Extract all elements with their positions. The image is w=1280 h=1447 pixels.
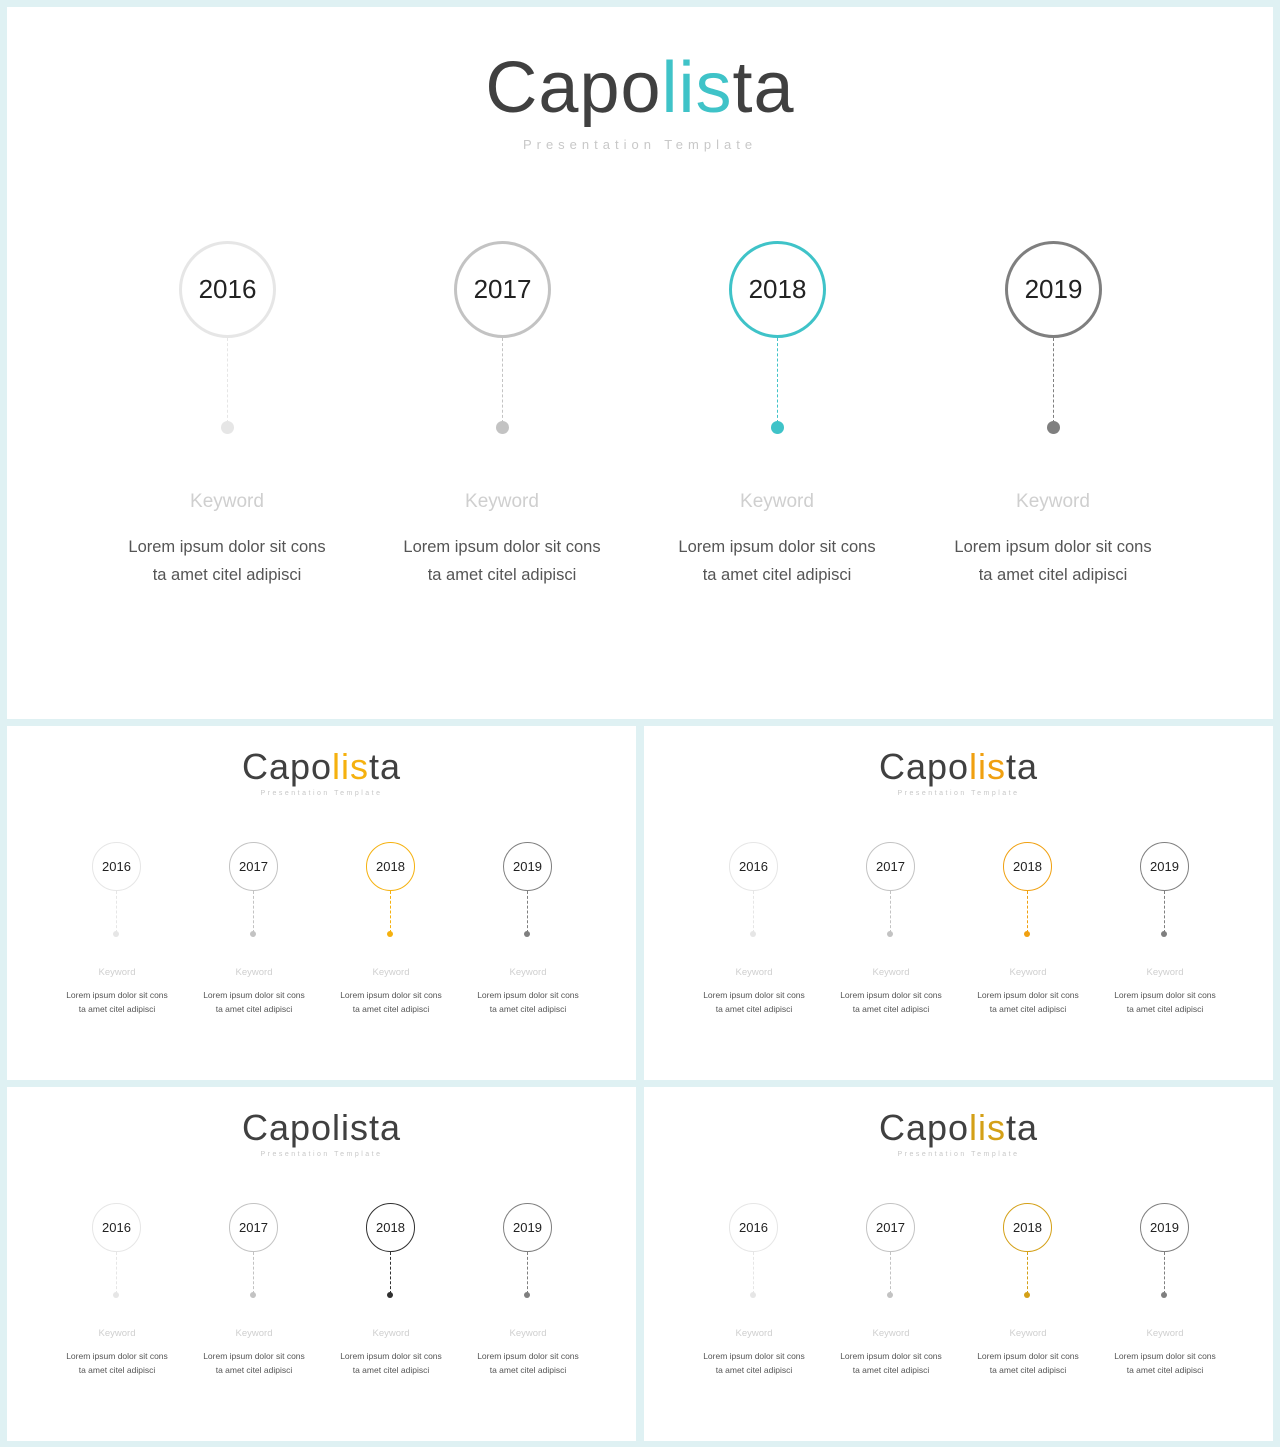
description: Lorem ipsum dolor sit cons ta amet citel adipisci — [840, 990, 942, 1014]
timeline-stem — [777, 338, 778, 423]
slide-subtitle: Presentation Template — [897, 1151, 1020, 1158]
timeline-dot — [524, 931, 530, 937]
year-circle: 2017 — [229, 1203, 278, 1252]
keyword-label: Keyword — [465, 491, 539, 512]
timeline-stem — [753, 891, 754, 933]
timeline-stem — [753, 1252, 754, 1294]
timeline-dot — [113, 931, 119, 937]
description: Lorem ipsum dolor sit cons ta amet citel adipisci — [203, 990, 305, 1014]
timeline-dot — [387, 931, 393, 937]
keyword-label: Keyword — [1016, 491, 1090, 512]
keyword-label: Keyword — [1146, 1328, 1184, 1339]
slide-main[interactable] — [7, 7, 1273, 719]
timeline-dot — [1161, 1292, 1167, 1298]
timeline-stem — [502, 338, 503, 423]
year-circle: 2016 — [92, 842, 141, 891]
title-part2-accent: lis — [969, 1107, 1007, 1148]
year-circle: 2018 — [1003, 1203, 1052, 1252]
slide-subtitle: Presentation Template — [260, 790, 383, 797]
timeline-dot — [524, 1292, 530, 1298]
description: Lorem ipsum dolor sit cons ta amet citel adipisci — [977, 1351, 1079, 1375]
year-circle: 2018 — [729, 241, 826, 338]
description: Lorem ipsum dolor sit cons ta amet citel adipisci — [66, 1351, 168, 1375]
slide-subtitle: Presentation Template — [522, 137, 758, 152]
timeline-stem — [227, 338, 228, 423]
timeline-dot — [887, 1292, 893, 1298]
year-circle: 2016 — [729, 1203, 778, 1252]
timeline-stem — [390, 891, 391, 933]
year-circle: 2017 — [454, 241, 551, 338]
timeline-dot — [1047, 421, 1060, 434]
slide-title: Capolista — [878, 1107, 1039, 1148]
keyword-label: Keyword — [235, 1328, 273, 1339]
title-part2-accent: lis — [332, 746, 370, 787]
timeline-dot — [250, 931, 256, 937]
keyword-label: Keyword — [1009, 1328, 1047, 1339]
slide-thumbnail-dark[interactable] — [7, 1087, 636, 1441]
title-part3: ta — [732, 48, 795, 128]
timeline-dot — [113, 1292, 119, 1298]
keyword-label: Keyword — [509, 967, 547, 978]
keyword-label: Keyword — [735, 1328, 773, 1339]
slide-title: Capolista — [241, 1107, 402, 1148]
description: Lorem ipsum dolor sit cons ta amet citel adipisci — [977, 990, 1079, 1014]
keyword-label: Keyword — [372, 1328, 410, 1339]
description: Lorem ipsum dolor sit cons ta amet citel adipisci — [340, 1351, 442, 1375]
description: Lorem ipsum dolor sit cons ta amet citel adipisci — [678, 538, 876, 584]
keyword-label: Keyword — [98, 967, 136, 978]
year-circle: 2018 — [1003, 842, 1052, 891]
timeline-dot — [1024, 931, 1030, 937]
keyword-label: Keyword — [235, 967, 273, 978]
title-part2-accent: lis — [332, 1107, 370, 1148]
slide-thumbnail-yellow[interactable] — [7, 726, 636, 1080]
slide-subtitle: Presentation Template — [897, 790, 1020, 797]
year-circle: 2017 — [866, 842, 915, 891]
description: Lorem ipsum dolor sit cons ta amet citel adipisci — [703, 1351, 805, 1375]
year-circle: 2017 — [229, 842, 278, 891]
slide-thumbnail-gold[interactable] — [644, 1087, 1273, 1441]
slide-subtitle: Presentation Template — [260, 1151, 383, 1158]
year-circle: 2016 — [729, 842, 778, 891]
description: Lorem ipsum dolor sit cons ta amet citel adipisci — [1114, 1351, 1216, 1375]
year-circle: 2019 — [1005, 241, 1102, 338]
slide-thumbnail-orange[interactable] — [644, 726, 1273, 1080]
slide-title: Capolista — [878, 746, 1039, 787]
year-circle: 2016 — [92, 1203, 141, 1252]
timeline-stem — [527, 891, 528, 933]
timeline-stem — [1053, 338, 1054, 423]
year-circle: 2019 — [1140, 1203, 1189, 1252]
description: Lorem ipsum dolor sit cons ta amet citel adipisci — [703, 990, 805, 1014]
year-circle: 2019 — [503, 1203, 552, 1252]
timeline-dot — [1024, 1292, 1030, 1298]
timeline-dot — [387, 1292, 393, 1298]
description: Lorem ipsum dolor sit cons ta amet citel adipisci — [66, 990, 168, 1014]
description: Lorem ipsum dolor sit cons ta amet citel adipisci — [477, 1351, 579, 1375]
timeline-dot — [887, 931, 893, 937]
timeline-dot — [750, 931, 756, 937]
timeline-dot — [496, 421, 509, 434]
keyword-label: Keyword — [872, 1328, 910, 1339]
year-circle: 2017 — [866, 1203, 915, 1252]
timeline-dot — [221, 421, 234, 434]
keyword-label: Keyword — [1009, 967, 1047, 978]
slide-title — [7, 47, 1273, 129]
timeline-stem — [116, 891, 117, 933]
year-circle: 2016 — [179, 241, 276, 338]
slide-title: Capolista — [241, 746, 402, 787]
keyword-label: Keyword — [872, 967, 910, 978]
timeline-stem — [390, 1252, 391, 1294]
description: Lorem ipsum dolor sit cons ta amet citel adipisci — [340, 990, 442, 1014]
description: Lorem ipsum dolor sit cons ta amet citel adipisci — [203, 1351, 305, 1375]
title-part2-accent: lis — [969, 746, 1007, 787]
timeline-stem — [253, 891, 254, 933]
timeline-stem — [1027, 1252, 1028, 1294]
timeline-stem — [890, 1252, 891, 1294]
year-circle: 2018 — [366, 842, 415, 891]
keyword-label: Keyword — [735, 967, 773, 978]
year-circle: 2019 — [1140, 842, 1189, 891]
timeline-dot — [771, 421, 784, 434]
timeline-dot — [1161, 931, 1167, 937]
description: Lorem ipsum dolor sit cons ta amet citel adipisci — [128, 538, 326, 584]
timeline-stem — [1164, 891, 1165, 933]
timeline-stem — [1164, 1252, 1165, 1294]
description: Lorem ipsum dolor sit cons ta amet citel adipisci — [954, 538, 1152, 584]
timeline-stem — [527, 1252, 528, 1294]
description: Lorem ipsum dolor sit cons ta amet citel adipisci — [840, 1351, 942, 1375]
title-part2-accent: lis — [661, 48, 733, 128]
timeline-dot — [250, 1292, 256, 1298]
year-circle: 2019 — [503, 842, 552, 891]
timeline-stem — [116, 1252, 117, 1294]
description: Lorem ipsum dolor sit cons ta amet citel adipisci — [477, 990, 579, 1014]
keyword-label: Keyword — [1146, 967, 1184, 978]
timeline-stem — [890, 891, 891, 933]
keyword-label: Keyword — [98, 1328, 136, 1339]
timeline-stem — [1027, 891, 1028, 933]
keyword-label: Keyword — [372, 967, 410, 978]
keyword-label: Keyword — [740, 491, 814, 512]
description: Lorem ipsum dolor sit cons ta amet citel adipisci — [1114, 990, 1216, 1014]
description: Lorem ipsum dolor sit cons ta amet citel adipisci — [403, 538, 601, 584]
keyword-label: Keyword — [190, 491, 264, 512]
keyword-label: Keyword — [509, 1328, 547, 1339]
year-circle: 2018 — [366, 1203, 415, 1252]
timeline-dot — [750, 1292, 756, 1298]
title-part1: Capo — [485, 48, 662, 128]
timeline-stem — [253, 1252, 254, 1294]
